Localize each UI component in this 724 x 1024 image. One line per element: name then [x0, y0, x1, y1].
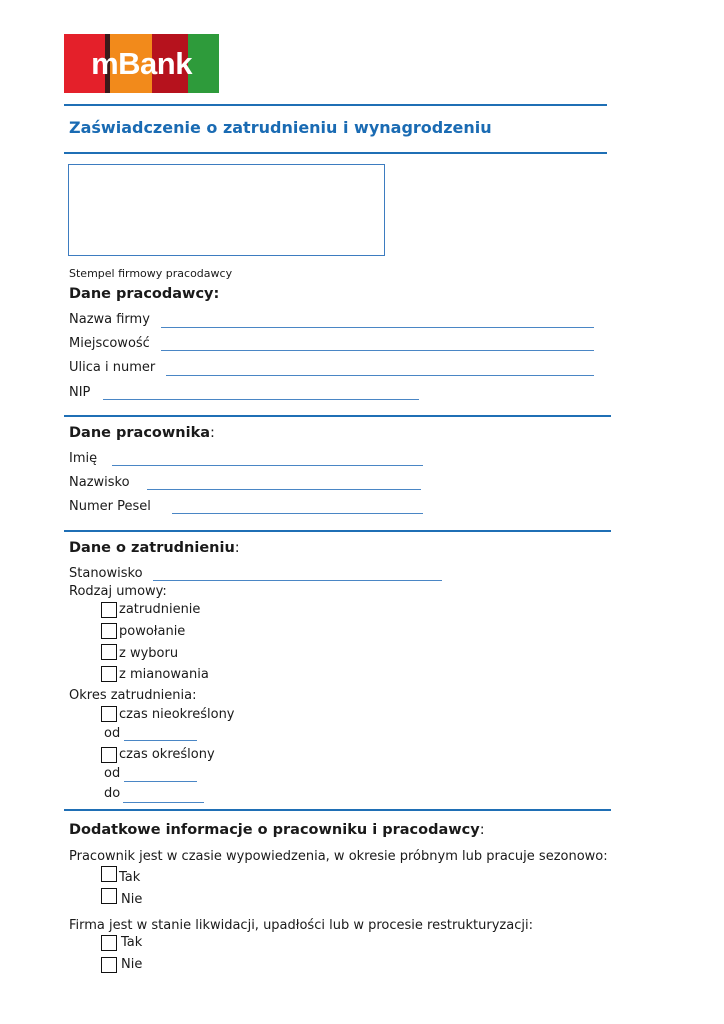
company-name-field[interactable] — [161, 327, 594, 328]
notice-period-question: Pracownik jest w czasie wypowiedzenia, w okresie próbnym lub pracuje sezonowo: — [69, 849, 608, 864]
liquidation-yes-label: Tak — [121, 935, 143, 950]
company-name-label: Nazwa firmy — [69, 312, 150, 327]
title-rule-bottom — [64, 152, 607, 154]
period-label: Okres zatrudnienia: — [69, 688, 197, 703]
employment-heading — [69, 540, 240, 556]
street-label: Ulica i numer — [69, 360, 156, 375]
indefinite-from-label: od — [104, 726, 121, 741]
logo-text: mBank — [91, 46, 192, 81]
contract-employment-checkbox[interactable] — [101, 602, 117, 618]
notice-yes-label: Tak — [119, 870, 141, 885]
contract-appointment-checkbox[interactable] — [101, 623, 117, 639]
title-rule-top — [64, 104, 607, 106]
liquidation-yes-checkbox[interactable] — [101, 935, 117, 951]
company-stamp-box[interactable] — [68, 164, 385, 256]
notice-no-checkbox[interactable] — [101, 888, 117, 904]
notice-no-label: Nie — [121, 892, 143, 907]
mbank-logo — [64, 34, 219, 93]
additional-heading — [69, 822, 485, 838]
additional-heading-colon: : — [479, 822, 485, 838]
employment-heading-colon: : — [234, 540, 240, 556]
nip-field[interactable] — [103, 399, 419, 400]
last-name-label: Nazwisko — [69, 475, 130, 490]
pesel-field[interactable] — [172, 513, 423, 514]
employment-heading-text: Dane o zatrudnieniu — [69, 540, 235, 556]
last-name-field[interactable] — [147, 489, 421, 490]
liquidation-question: Firma jest w stanie likwidacji, upadłości lub w procesie restrukturyzacji: — [69, 918, 533, 933]
employee-heading-colon: : — [210, 425, 215, 441]
stamp-caption: Stempel firmowy pracodawcy — [69, 267, 233, 280]
nip-label: NIP — [69, 385, 91, 400]
pesel-label: Numer Pesel — [69, 499, 151, 514]
first-name-field[interactable] — [112, 465, 423, 466]
street-field[interactable] — [166, 375, 594, 376]
position-field[interactable] — [153, 580, 442, 581]
definite-to-label: do — [104, 786, 121, 801]
contract-election-checkbox[interactable] — [101, 644, 117, 660]
definite-from-field[interactable] — [124, 781, 197, 782]
contract-nomination-label: z mianowania — [119, 667, 209, 682]
contract-appointment-label: powołanie — [119, 624, 186, 639]
first-name-label: Imię — [69, 451, 98, 466]
notice-yes-checkbox[interactable] — [101, 866, 117, 882]
indefinite-period-checkbox[interactable] — [101, 706, 117, 722]
section-divider-employee — [64, 415, 611, 417]
city-field[interactable] — [161, 350, 594, 351]
employee-heading-text: Dane pracownika — [69, 425, 211, 441]
indefinite-from-field[interactable] — [124, 740, 197, 741]
liquidation-no-checkbox[interactable] — [101, 957, 117, 973]
contract-election-label: z wyboru — [119, 646, 179, 661]
page-title: Zaświadczenie o zatrudnieniu i wynagrodzeniu — [69, 118, 492, 137]
definite-period-label: czas określony — [119, 747, 215, 762]
indefinite-period-label: czas nieokreślony — [119, 707, 235, 722]
employee-heading — [69, 425, 215, 441]
contract-employment-label: zatrudnienie — [119, 602, 201, 617]
definite-period-checkbox[interactable] — [101, 747, 117, 763]
liquidation-no-label: Nie — [121, 957, 143, 972]
section-divider-employment — [64, 530, 611, 532]
contract-type-label: Rodzaj umowy: — [69, 584, 167, 599]
employer-heading: Dane pracodawcy: — [69, 286, 220, 302]
contract-nomination-checkbox[interactable] — [101, 666, 117, 682]
city-label: Miejscowość — [69, 336, 150, 351]
additional-heading-text: Dodatkowe informacje o pracowniku i pracodawcy — [69, 822, 480, 838]
section-divider-additional — [64, 809, 611, 811]
definite-to-field[interactable] — [123, 802, 204, 803]
definite-from-label: od — [104, 766, 121, 781]
position-label: Stanowisko — [69, 566, 143, 581]
